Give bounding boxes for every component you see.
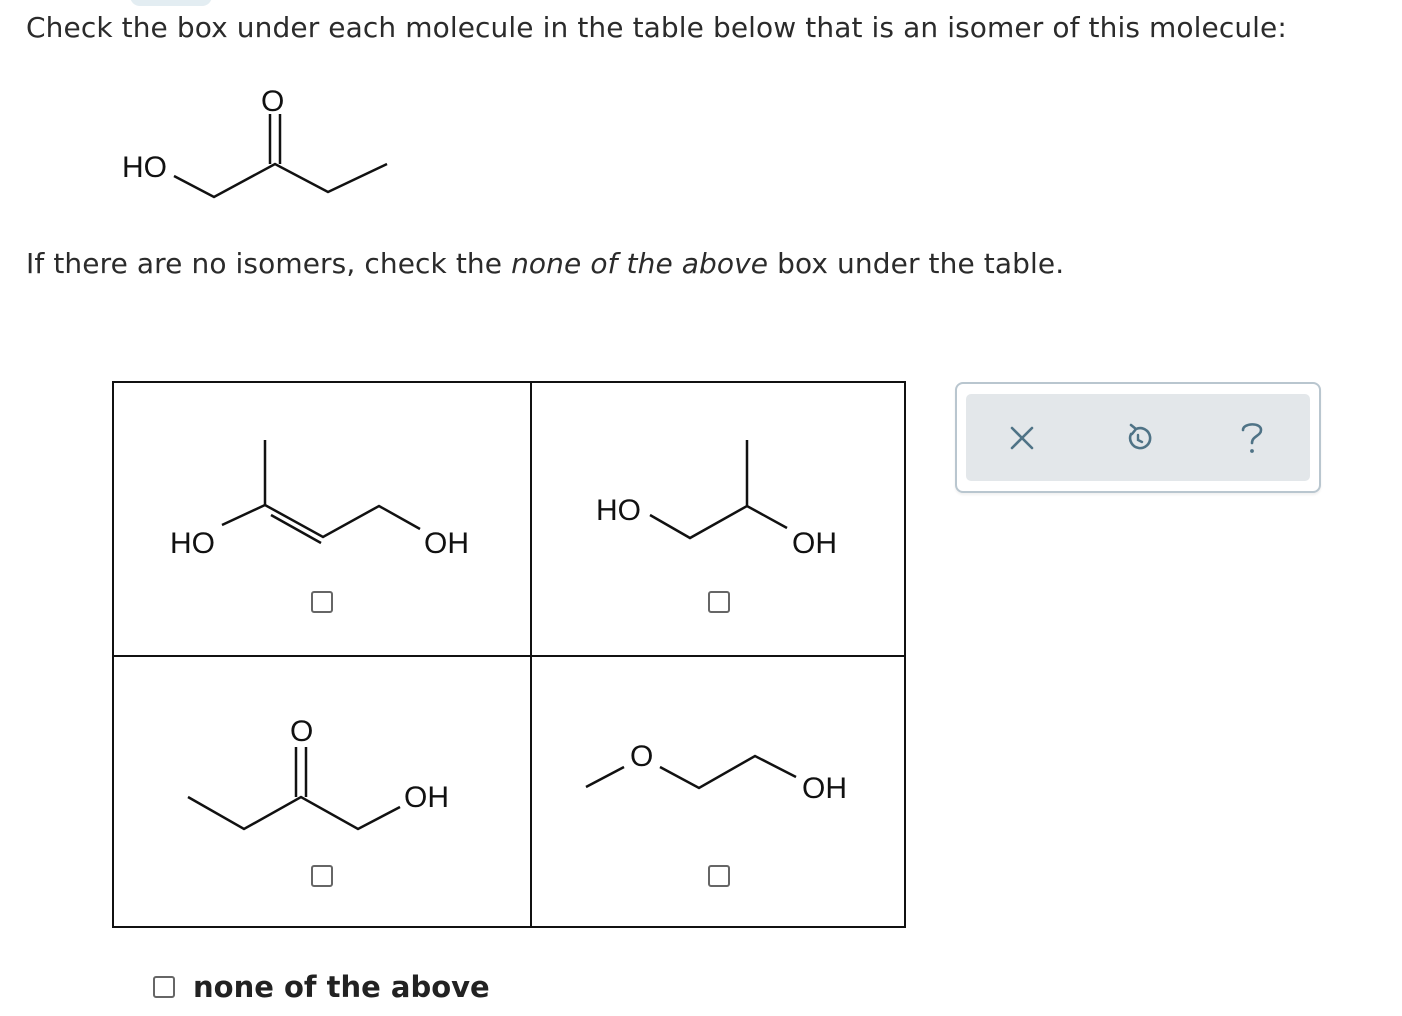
ho-label: HO	[170, 527, 215, 560]
undo-icon	[1124, 423, 1152, 453]
ho-label: HO	[596, 494, 641, 527]
question-prompt: Check the box under each molecule in the table below that is an isomer of this molecule:	[26, 11, 1287, 44]
none-of-the-above-label: none of the above	[193, 970, 490, 1004]
help-button[interactable]	[1230, 416, 1274, 460]
table-cell-option-4	[530, 655, 906, 926]
undo-button[interactable]	[1116, 416, 1160, 460]
oh-label: OH	[792, 527, 837, 560]
option-4-checkbox[interactable]	[708, 865, 730, 887]
option-1-checkbox[interactable]	[311, 591, 333, 613]
carbon-chain	[660, 756, 796, 788]
instruction-text-start: If there are no isomers, check the	[26, 247, 512, 280]
carbon-chain	[222, 505, 420, 537]
ho-label: HO	[122, 151, 167, 184]
instruction-emphasis: none of the above	[511, 247, 769, 280]
oxygen-label: O	[261, 85, 285, 118]
table-cell-option-1	[114, 383, 530, 655]
molecule-option-3	[114, 657, 530, 928]
help-icon	[1239, 420, 1265, 456]
carbon-chain	[188, 797, 400, 829]
oh-label: OH	[404, 781, 449, 814]
molecule-option-4	[532, 657, 908, 928]
reference-molecule	[110, 80, 410, 210]
carbon-chain	[650, 506, 787, 538]
isomer-table	[112, 381, 906, 928]
none-of-the-above-checkbox[interactable]	[153, 976, 175, 998]
methyl-bond	[586, 767, 624, 787]
clear-button[interactable]	[1000, 416, 1044, 460]
table-cell-option-2	[530, 383, 906, 655]
answer-toolbar	[955, 382, 1321, 493]
x-icon	[1009, 425, 1035, 451]
double-bond-inner-line	[271, 515, 321, 543]
option-2-checkbox[interactable]	[708, 591, 730, 613]
instruction-text-end: box under the table.	[768, 247, 1065, 280]
oh-label: OH	[424, 527, 469, 560]
instruction	[26, 247, 1064, 280]
molecule-option-2	[532, 383, 908, 655]
table-cell-option-3	[114, 655, 530, 926]
oh-label: OH	[802, 772, 847, 805]
molecule-option-1	[114, 383, 530, 655]
toolbar-panel	[966, 394, 1310, 481]
option-3-checkbox[interactable]	[311, 865, 333, 887]
carbon-chain	[174, 164, 387, 197]
top-tab-indicator	[130, 0, 212, 6]
oxygen-label: O	[630, 740, 654, 773]
oxygen-label: O	[290, 715, 314, 748]
